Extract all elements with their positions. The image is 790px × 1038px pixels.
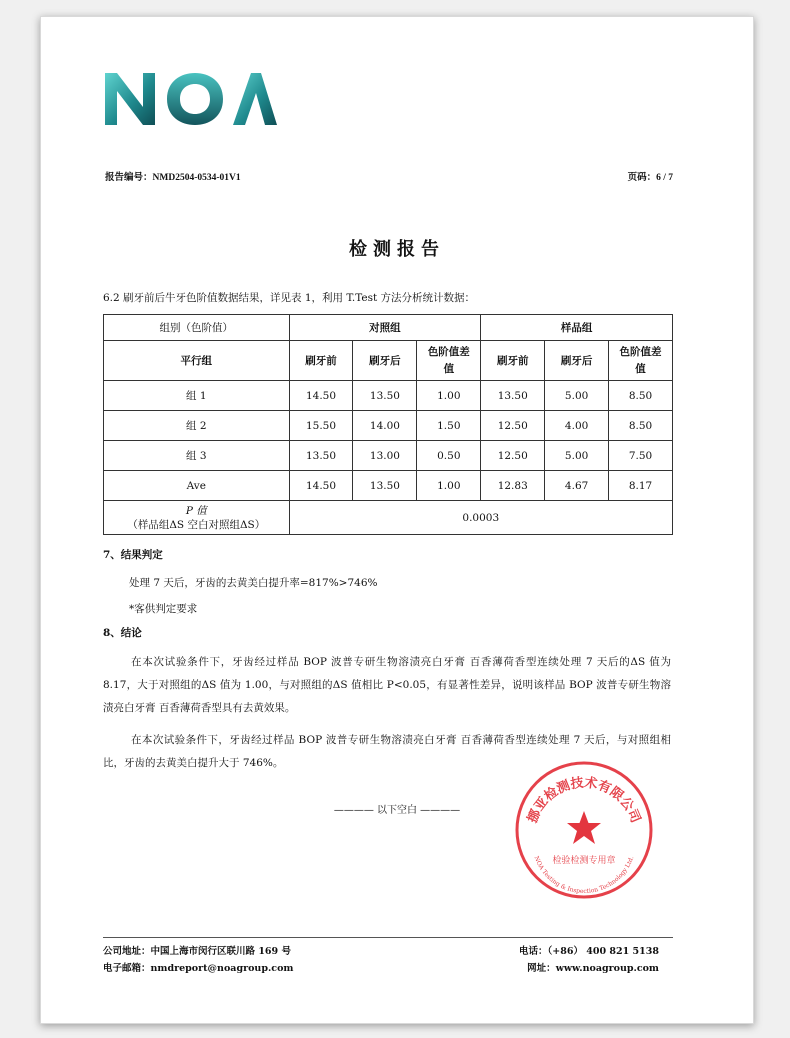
p-sublabel: （样品组ΔS 空白对照组ΔS） — [127, 518, 266, 531]
seal-bottom-text: NOA Testing & Inspection Technology Ltd. — [532, 855, 636, 896]
table-row — [104, 441, 673, 471]
cell: 1.00 — [417, 381, 481, 411]
p-label-cell — [104, 501, 290, 535]
table-row — [104, 411, 673, 441]
company-email: 电子邮箱：nmdreport@noagroup.com — [103, 963, 294, 974]
seal-center-text: 检验检测专用章 — [552, 856, 616, 866]
page-number: 页码：6 / 7 — [627, 173, 673, 183]
cell: 4.67 — [545, 471, 609, 501]
end-of-content-note: ———— 以下空白 ———— — [333, 805, 461, 816]
conclusion-paragraph-1: 在本次试验条件下，牙齿经过样品 BOP 波普专研生物溶渍亮白牙膏 百香薄荷香型连续处理 7 天后的ΔS 值为 8.17，大于对照组的ΔS 值为 1.00，与对照组的ΔS 值相比 P<0.05，有显著性差异，说明该样品 BOP 波普专研生物溶渍亮白牙膏 百香薄荷香型具有去黄效果。 — [103, 656, 671, 714]
sample-header: 样品组 — [481, 315, 673, 341]
table-intro: 6.2 刷牙前后牛牙色阶值数据结果，详见表 1，利用 T.Test 方法分析统计数据： — [103, 292, 476, 304]
sub-header: 刷牙后 — [545, 341, 609, 381]
cell: 8.50 — [609, 381, 673, 411]
cell: 1.50 — [417, 411, 481, 441]
p-label: P 值 — [185, 504, 207, 517]
section-8-heading: 8、结论 — [103, 627, 142, 639]
table-row — [104, 471, 673, 501]
cell: 12.50 — [481, 441, 545, 471]
parallel-label: 平行组 — [104, 341, 290, 381]
seal-top-text: 挪亚检测技术有限公司 — [525, 775, 643, 826]
cell: 14.50 — [289, 471, 353, 501]
cell: 5.00 — [545, 441, 609, 471]
company-address: 公司地址：中国上海市闵行区联川路 169 号 — [103, 946, 291, 957]
cell: 13.50 — [289, 441, 353, 471]
cell: 8.50 — [609, 411, 673, 441]
sub-header: 刷牙前 — [481, 341, 545, 381]
sub-header: 刷牙前 — [289, 341, 353, 381]
cell: 14.00 — [353, 411, 417, 441]
seal-star-icon — [567, 811, 601, 844]
cell: 1.00 — [417, 471, 481, 501]
row-label: Ave — [104, 471, 290, 501]
control-header: 对照组 — [289, 315, 481, 341]
table-row — [104, 381, 673, 411]
cell: 12.83 — [481, 471, 545, 501]
color-value-table — [103, 314, 673, 535]
cell: 4.00 — [545, 411, 609, 441]
row-label: 组 3 — [104, 441, 290, 471]
cell: 7.50 — [609, 441, 673, 471]
cell: 8.17 — [609, 471, 673, 501]
footer-divider — [103, 937, 673, 938]
sub-header: 色阶值差值 — [609, 341, 673, 381]
cell: 0.50 — [417, 441, 481, 471]
sub-header: 色阶值差值 — [417, 341, 481, 381]
cell: 5.00 — [545, 381, 609, 411]
section-7-heading: 7、结果判定 — [103, 549, 163, 561]
cell: 13.50 — [353, 381, 417, 411]
conclusion-paragraph-2: 在本次试验条件下，牙齿经过样品 BOP 波普专研生物溶渍亮白牙膏 百香薄荷香型连续处理 7 天后，与对照组相比，牙齿的去黄美白提升大于 746%。 — [103, 734, 671, 769]
group-header: 组别（色阶值） — [104, 315, 290, 341]
company-website: 网址：www.noagroup.com — [527, 963, 659, 974]
cell: 15.50 — [289, 411, 353, 441]
report-number: 报告编号：NMD2504-0534-01V1 — [105, 173, 241, 183]
row-label: 组 2 — [104, 411, 290, 441]
cell: 13.50 — [481, 381, 545, 411]
cell: 13.50 — [353, 471, 417, 501]
result-line: 处理 7 天后，牙齿的去黄美白提升率=817%>746% — [129, 577, 378, 589]
p-value: 0.0003 — [289, 501, 672, 535]
sub-header: 刷牙后 — [353, 341, 417, 381]
p-value-row — [104, 501, 673, 535]
row-label: 组 1 — [104, 381, 290, 411]
cell: 14.50 — [289, 381, 353, 411]
document-title: 检测报告 — [349, 239, 445, 260]
client-requirement-note: *客供判定要求 — [129, 603, 198, 615]
cell: 12.50 — [481, 411, 545, 441]
official-seal-stamp — [513, 759, 655, 901]
noa-logo — [103, 69, 278, 127]
company-phone: 电话：（+86） 400 821 5138 — [519, 946, 659, 957]
report-page — [40, 16, 754, 1024]
cell: 13.00 — [353, 441, 417, 471]
